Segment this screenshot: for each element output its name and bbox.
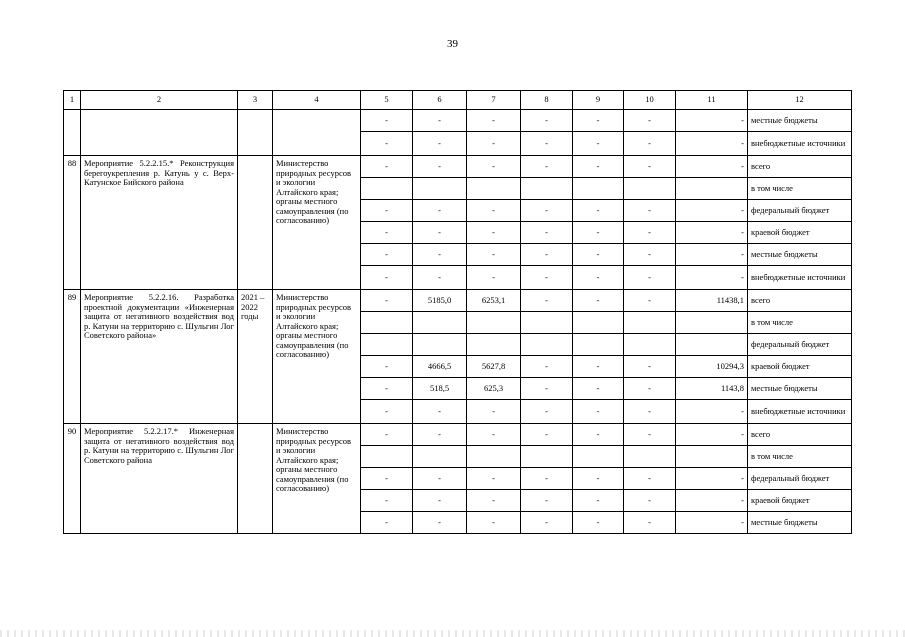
value-cell (467, 178, 521, 200)
value-cell: - (624, 156, 676, 178)
value-cell: - (361, 222, 413, 244)
table-row (64, 156, 852, 178)
value-cell: - (676, 266, 748, 290)
value-cell: - (413, 400, 467, 424)
value-cell: - (624, 222, 676, 244)
measure-name: Мероприятие 5.2.2.16. Разработка проектной документации «Инженерная защита от негативного воздействия вод р. Катуни на территорию с. Шульгин Лог Советского района» (81, 290, 238, 424)
value-cell: - (413, 490, 467, 512)
value-cell (413, 446, 467, 468)
value-cell: - (521, 200, 573, 222)
name-cell (81, 110, 238, 156)
value-cell (573, 446, 624, 468)
value-cell: - (413, 222, 467, 244)
funding-source: краевой бюджет (748, 356, 852, 378)
value-cell: - (361, 200, 413, 222)
value-cell: - (676, 424, 748, 446)
value-cell: - (413, 512, 467, 534)
header-cell: 8 (521, 91, 573, 110)
value-cell: - (467, 132, 521, 156)
value-cell: - (676, 512, 748, 534)
header-cell: 3 (238, 91, 273, 110)
value-cell: - (676, 490, 748, 512)
page-number: 39 (447, 38, 458, 50)
value-cell: - (676, 156, 748, 178)
value-cell: - (573, 490, 624, 512)
measure-number: 89 (64, 290, 81, 424)
value-cell: - (521, 378, 573, 400)
funding-source: всего (748, 156, 852, 178)
measure-responsible: Министерство природных ресурсов и экологии Алтайского края; органы местного самоуправления (по согласованию) (273, 156, 361, 290)
value-cell: - (467, 512, 521, 534)
value-cell: - (413, 200, 467, 222)
value-cell (521, 446, 573, 468)
value-cell: - (413, 244, 467, 266)
funding-source: федеральный бюджет (748, 334, 852, 356)
funding-source: всего (748, 424, 852, 446)
value-cell: - (573, 222, 624, 244)
value-cell: - (361, 424, 413, 446)
value-cell: - (467, 490, 521, 512)
value-cell (413, 334, 467, 356)
table-row (64, 424, 852, 446)
measure-number: 90 (64, 424, 81, 534)
value-cell: - (361, 468, 413, 490)
value-cell: - (521, 244, 573, 266)
value-cell: - (521, 400, 573, 424)
value-cell: - (467, 200, 521, 222)
measure-number: 88 (64, 156, 81, 290)
years-cell (238, 110, 273, 156)
value-cell: - (573, 424, 624, 446)
header-cell: 9 (573, 91, 624, 110)
value-cell: - (624, 378, 676, 400)
value-cell (413, 312, 467, 334)
funding-source: местные бюджеты (748, 110, 852, 132)
value-cell: - (467, 222, 521, 244)
value-cell: - (521, 512, 573, 534)
value-cell: - (413, 132, 467, 156)
value-cell: - (573, 244, 624, 266)
value-cell: - (624, 290, 676, 312)
funding-source: в том числе (748, 312, 852, 334)
value-cell: - (624, 356, 676, 378)
value-cell (573, 178, 624, 200)
funding-source: внебюджетные источники (748, 132, 852, 156)
value-cell: 6253,1 (467, 290, 521, 312)
table-body (64, 91, 852, 534)
value-cell (467, 446, 521, 468)
value-cell: - (361, 156, 413, 178)
value-cell: - (573, 512, 624, 534)
value-cell (676, 312, 748, 334)
value-cell: - (361, 290, 413, 312)
value-cell: - (573, 290, 624, 312)
value-cell: - (521, 490, 573, 512)
value-cell: - (676, 200, 748, 222)
value-cell: - (573, 356, 624, 378)
value-cell: - (361, 378, 413, 400)
value-cell: - (361, 132, 413, 156)
value-cell (624, 334, 676, 356)
measure-years (238, 424, 273, 534)
value-cell: - (467, 400, 521, 424)
header-cell: 10 (624, 91, 676, 110)
funding-source: федеральный бюджет (748, 200, 852, 222)
value-cell (573, 334, 624, 356)
value-cell (573, 312, 624, 334)
value-cell (413, 178, 467, 200)
value-cell: - (521, 132, 573, 156)
value-cell: 5185,0 (413, 290, 467, 312)
value-cell (676, 334, 748, 356)
value-cell: - (624, 400, 676, 424)
value-cell (521, 312, 573, 334)
value-cell: - (521, 222, 573, 244)
value-cell: - (361, 244, 413, 266)
value-cell: - (413, 424, 467, 446)
funding-source: всего (748, 290, 852, 312)
header-cell: 6 (413, 91, 467, 110)
value-cell: - (521, 266, 573, 290)
header-cell: 4 (273, 91, 361, 110)
value-cell: - (521, 468, 573, 490)
header-row (64, 91, 852, 110)
value-cell: - (467, 110, 521, 132)
value-cell: - (573, 378, 624, 400)
value-cell: - (676, 132, 748, 156)
value-cell: - (521, 424, 573, 446)
value-cell: - (573, 400, 624, 424)
value-cell: - (467, 266, 521, 290)
value-cell: - (624, 424, 676, 446)
funding-source: в том числе (748, 446, 852, 468)
table-row (64, 290, 852, 312)
value-cell: - (573, 156, 624, 178)
responsible-cell (273, 110, 361, 156)
value-cell: - (624, 512, 676, 534)
value-cell (624, 178, 676, 200)
value-cell: - (361, 400, 413, 424)
header-cell: 7 (467, 91, 521, 110)
value-cell: - (521, 156, 573, 178)
value-cell (624, 312, 676, 334)
header-cell: 12 (748, 91, 852, 110)
value-cell: - (413, 156, 467, 178)
value-cell: - (676, 400, 748, 424)
value-cell: - (624, 132, 676, 156)
value-cell: 518,5 (413, 378, 467, 400)
header-cell: 2 (81, 91, 238, 110)
value-cell: - (413, 266, 467, 290)
funding-source: внебюджетные источники (748, 266, 852, 290)
measure-years: 2021 – 2022 годы (238, 290, 273, 424)
funding-source: местные бюджеты (748, 512, 852, 534)
value-cell (521, 334, 573, 356)
value-cell (521, 178, 573, 200)
funding-source: внебюджетные источники (748, 400, 852, 424)
value-cell: 10294,3 (676, 356, 748, 378)
header-cell: 1 (64, 91, 81, 110)
value-cell: 11438,1 (676, 290, 748, 312)
scan-artifact (0, 630, 905, 637)
value-cell: - (361, 512, 413, 534)
value-cell (676, 178, 748, 200)
value-cell: - (624, 110, 676, 132)
value-cell: 1143,8 (676, 378, 748, 400)
measure-years (238, 156, 273, 290)
value-cell: - (467, 468, 521, 490)
value-cell (361, 178, 413, 200)
header-cell: 11 (676, 91, 748, 110)
value-cell: - (573, 200, 624, 222)
value-cell: - (413, 468, 467, 490)
value-cell: - (413, 110, 467, 132)
header-cell: 5 (361, 91, 413, 110)
value-cell: - (573, 266, 624, 290)
table-row (64, 110, 852, 132)
funding-source: в том числе (748, 178, 852, 200)
funding-source: краевой бюджет (748, 490, 852, 512)
value-cell: - (624, 266, 676, 290)
value-cell: - (361, 266, 413, 290)
value-cell (361, 446, 413, 468)
funding-source: местные бюджеты (748, 378, 852, 400)
value-cell: - (521, 356, 573, 378)
measure-responsible: Министерство природных ресурсов и экологии Алтайского края; органы местного самоуправления (по согласованию) (273, 290, 361, 424)
value-cell: - (361, 356, 413, 378)
value-cell: - (467, 424, 521, 446)
value-cell: - (361, 490, 413, 512)
value-cell (361, 312, 413, 334)
value-cell: - (467, 244, 521, 266)
value-cell: - (676, 244, 748, 266)
value-cell: - (624, 200, 676, 222)
value-cell: - (573, 132, 624, 156)
measure-name: Мероприятие 5.2.2.17.* Инженерная защита от негативного воздействия вод р. Катуни на территорию с. Шульгин Лог Советского района (81, 424, 238, 534)
value-cell: - (521, 290, 573, 312)
funding-source: федеральный бюджет (748, 468, 852, 490)
value-cell: - (521, 110, 573, 132)
funding-source: краевой бюджет (748, 222, 852, 244)
value-cell (624, 446, 676, 468)
value-cell: - (676, 468, 748, 490)
value-cell: - (624, 244, 676, 266)
measure-responsible: Министерство природных ресурсов и экологии Алтайского края; органы местного самоуправления (по согласованию) (273, 424, 361, 534)
value-cell: 4666,5 (413, 356, 467, 378)
value-cell: - (624, 468, 676, 490)
value-cell: - (676, 110, 748, 132)
value-cell (361, 334, 413, 356)
value-cell (467, 334, 521, 356)
value-cell: 625,3 (467, 378, 521, 400)
value-cell: - (573, 468, 624, 490)
measure-name: Мероприятие 5.2.2.15.* Реконструкция берегоукрепления р. Катунь у с. Верх-Катунское Бийского района (81, 156, 238, 290)
value-cell: - (361, 110, 413, 132)
value-cell: - (467, 156, 521, 178)
funding-source: местные бюджеты (748, 244, 852, 266)
budget-table (63, 90, 852, 534)
value-cell: - (624, 490, 676, 512)
value-cell (467, 312, 521, 334)
value-cell: 5627,8 (467, 356, 521, 378)
num-cell (64, 110, 81, 156)
value-cell (676, 446, 748, 468)
value-cell: - (573, 110, 624, 132)
value-cell: - (676, 222, 748, 244)
